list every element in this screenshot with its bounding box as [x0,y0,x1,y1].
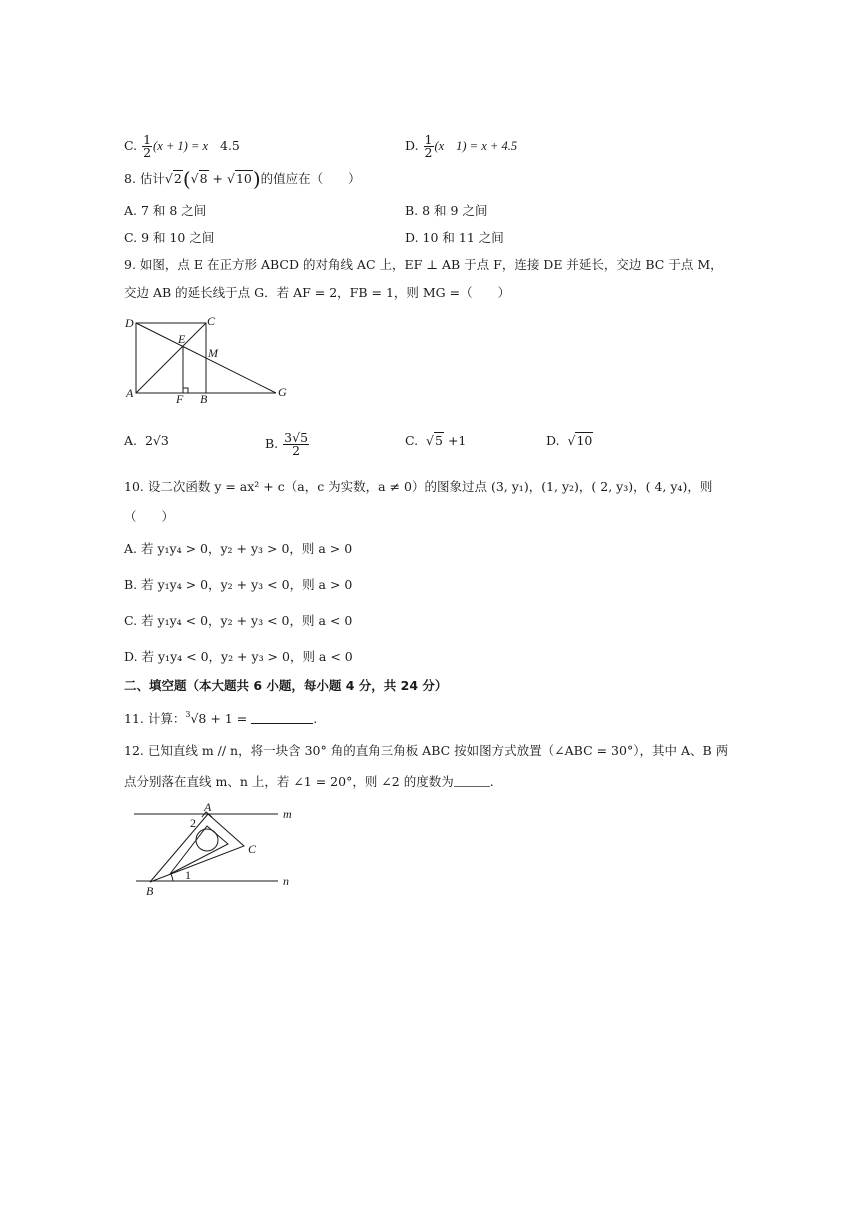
angle-1-arc [171,874,173,881]
q9-a-value: 2√3 [144,433,169,448]
q7-d-right: 1) = x + 4.5 [456,139,518,153]
label-f: F [176,392,184,406]
label-b: B [146,884,154,898]
triangle-hole [196,829,218,851]
label-m: M [208,346,218,360]
q8-option-a: A. 7 和 8 之间 [124,203,207,218]
label-m: m [283,807,292,821]
q10-option-b: B. 若 y₁y₄ > 0，y₂ + y₃ < 0，则 a > 0 [124,577,353,592]
q9-option-d: D. √10 [546,433,593,448]
triangle-abc [150,814,244,882]
q9-c-value: +1 [447,433,467,448]
label-c: C [207,314,216,328]
q9-b-label: B. [265,436,279,451]
q10-stem-line2: （ ） [124,509,175,524]
q8-prefix: 8. 估计 [124,171,165,186]
label-1: 1 [185,868,191,882]
q8-option-b: B. 8 和 9 之间 [405,203,488,218]
q7-d-label: D. [405,138,419,153]
q11-answer-blank [251,711,313,724]
q7-option-c [124,134,240,159]
q12-answer-blank [454,776,490,787]
label-d: D [125,316,134,330]
q12-stem-line2: 点分别落在直线 m、n 上，若 ∠1 = 20°，则 ∠2 的度数为 . [124,774,494,789]
label-b: B [200,392,208,406]
label-2: 2 [190,816,196,830]
q8-option-c: C. 9 和 10 之间 [124,230,215,245]
fraction-one-half: $\frac{1}{2}$ [424,132,433,160]
q10-option-d: D. 若 y₁y₄ < 0，y₂ + y₃ > 0，则 a < 0 [124,649,353,664]
q7-d-left: (x [434,139,445,153]
q9-option-b [265,432,310,457]
q10-stem-line1: 10. 设二次函数 y = ax² + c（a，c 为实数，a ≠ 0）的图象过点 (3, y₁)，(1, y₂)，( 2, y₃)，( 4, y₄)，则 [124,479,713,494]
q11-stem: 11. 计算：$^3$√8 + 1 = . [124,710,318,726]
q9-a-label: A. [124,433,138,448]
q12-triangle-figure [128,800,308,900]
q11-expr: 8 + 1 = [198,711,248,726]
q9-c-label: C. [405,433,419,448]
q12-line2-text: 点分别落在直线 m、n 上，若 ∠1 = 20°，则 ∠2 的度数为 [124,774,454,789]
diagonal-ac [136,323,206,393]
fraction-one-half: $\frac{1}{2}$ [143,132,152,160]
right-angle-mark [183,388,188,393]
q9-b-denominator: 2 [292,443,301,458]
q9-b-fraction [283,432,309,457]
q7-c-label: C. [124,138,138,153]
q7-c-right: 4.5 [220,138,240,153]
q9-d-label: D. [546,433,560,448]
q11-prefix: 11. 计算： [124,711,186,726]
q9-square-figure [124,312,294,406]
q8-option-d: D. 10 和 11 之间 [405,230,504,245]
q7-c-left: (x + 1) = x [153,139,209,153]
triangle-inner [170,826,228,874]
q8-suffix: 的值应在（ ） [260,171,361,186]
q9-stem-line2: 交边 AB 的延长线于点 G．若 AF = 2，FB = 1，则 MG =（ ） [124,285,511,300]
q12-stem-line1: 12. 已知直线 m // n，将一块含 30° 角的直角三角板 ABC 按如图方式放置（∠ABC = 30°），其中 A、B 两 [124,743,729,758]
q7-option-d [405,134,517,159]
section-title: 二、填空题（本大题共 6 小题，每小题 4 分，共 24 分） [124,678,448,693]
q10-option-a: A. 若 y₁y₄ > 0，y₂ + y₃ > 0，则 a > 0 [124,541,353,556]
label-g: G [278,385,287,399]
label-c: C [248,842,257,856]
q8-stem [124,167,361,191]
label-a: A [204,800,212,814]
q10-option-c: C. 若 y₁y₄ < 0，y₂ + y₃ < 0，则 a < 0 [124,613,353,628]
q9-stem-line1: 9. 如图，点 E 在正方形 ABCD 的对角线 AC 上，EF ⊥ AB 于点 F，连接 DE 并延长，交边 BC 于点 M， [124,257,723,272]
q8-radical-expression: √2(√8 + √10) [164,167,261,191]
q9-option-a [124,432,169,450]
label-a: A [126,386,134,400]
q9-b-numerator: 3√5 [284,430,309,445]
label-e: E [178,332,186,346]
q9-option-c: C. √5 +1 [405,433,467,448]
label-n: n [283,874,289,888]
